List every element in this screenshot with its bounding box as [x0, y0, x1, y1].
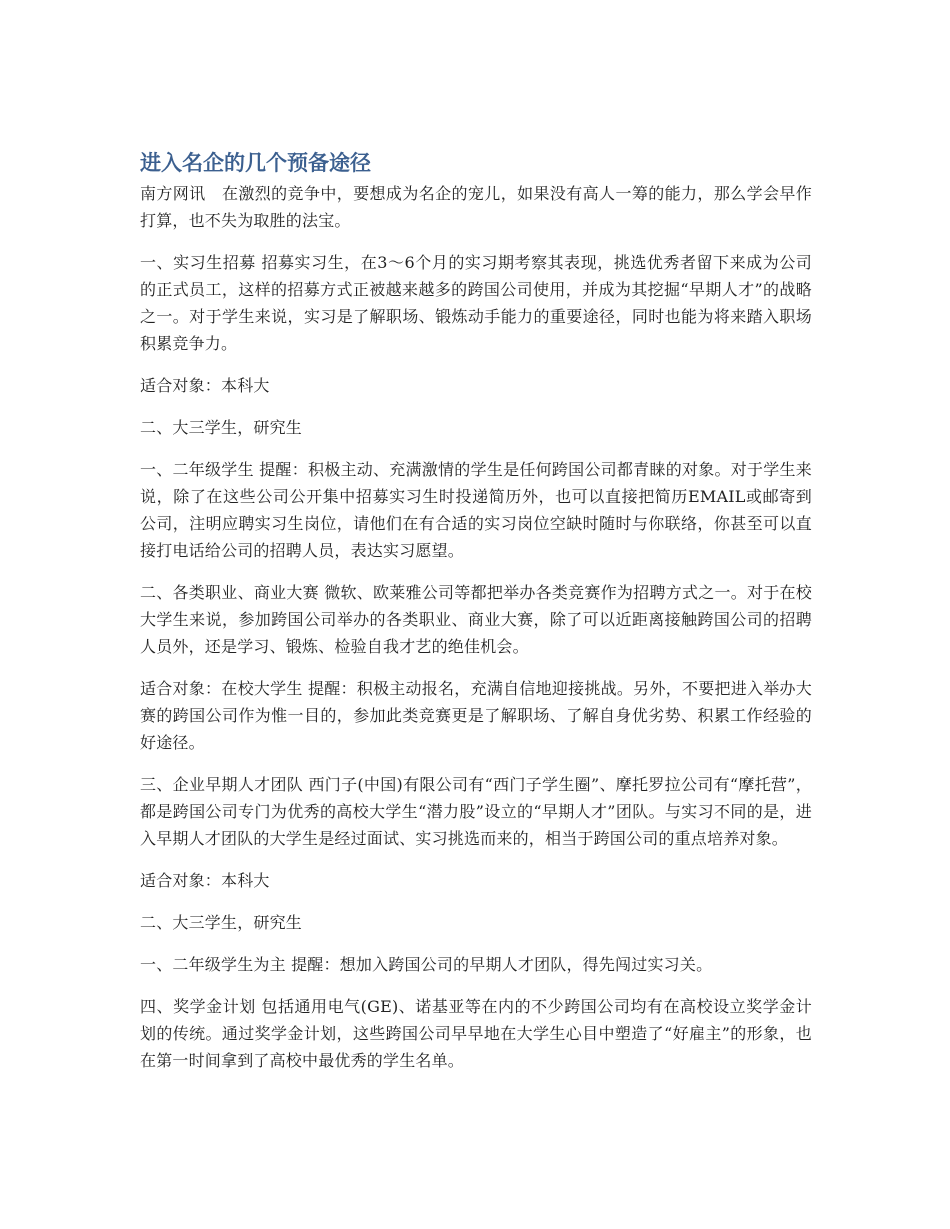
paragraph-early-talent: 三、企业早期人才团队 西门子(中国)有限公司有“西门子学生圈”、摩托罗拉公司有“摩托营”，都是跨国公司专门为优秀的高校大学生“潜力股”设立的“早期人才”团队。与实习不同的是，进入早期人才团队的大学生是经过面试、实习挑选而来的，相当于跨国公司的重点培养对象。 [140, 775, 812, 848]
paragraph-competitions: 二、各类职业、商业大赛 微软、欧莱雅公司等都把举办各类竞赛作为招聘方式之一。对于在校大学生来说，参加跨国公司举办的各类职业、商业大赛，除了可以近距离接触跨国公司的招聘人员外，还是学习、锻炼、检验自我才艺的绝佳机会。 [140, 583, 812, 656]
paragraph-target-3b: 二、大三学生，研究生 [140, 913, 303, 932]
paragraph-reminder-3: 一、二年级学生为主 提醒：想加入跨国公司的早期人才团队，得先闯过实习关。 [140, 955, 713, 974]
paragraph-target-3: 适合对象：本科大 [140, 871, 270, 890]
paragraph-target-2: 适合对象：在校大学生 提醒：积极主动报名，充满自信地迎接挑战。另外，不要把进入举办大赛的跨国公司作为惟一目的，参加此类竞赛更是了解职场、了解自身优劣势、积累工作经验的好途径。 [140, 679, 812, 752]
document-page [140, 148, 812, 1089]
paragraph-internship: 一、实习生招募 招募实习生，在3～6个月的实习期考察其表现，挑选优秀者留下来成为公司的正式员工，这样的招募方式正被越来越多的跨国公司使用，并成为其挖掘“早期人才”的战略之一。对于学生来说，实习是了解职场、锻炼动手能力的重要途径，同时也能为将来踏入职场积累竞争力。 [140, 253, 812, 353]
paragraph-intro: 南方网讯 在激烈的竞争中，要想成为名企的宠儿，如果没有高人一筹的能力，那么学会早作打算，也不失为取胜的法宝。 [140, 184, 812, 230]
paragraph-reminder-1: 一、二年级学生 提醒：积极主动、充满激情的学生是任何跨国公司都青睐的对象。对于学生来说，除了在这些公司公开集中招募实习生时投递简历外，也可以直接把简历EMAIL或邮寄到公司，注明应聘实习生岗位，请他们在有合适的实习岗位空缺时随时与你联络，你甚至可以直接打电话给公司的招聘人员，表达实习愿望。 [140, 460, 812, 560]
paragraph-target-1: 适合对象：本科大 [140, 376, 270, 395]
paragraph-scholarship: 四、奖学金计划 包括通用电气(GE)、诺基亚等在内的不少跨国公司均有在高校设立奖学金计划的传统。通过奖学金计划，这些跨国公司早早地在大学生心目中塑造了“好雇主”的形象，也在第一时间拿到了高校中最优秀的学生名单。 [140, 997, 812, 1070]
page-title: 进入名企的几个预备途径 [140, 151, 371, 175]
paragraph-target-1b: 二、大三学生，研究生 [140, 418, 303, 437]
